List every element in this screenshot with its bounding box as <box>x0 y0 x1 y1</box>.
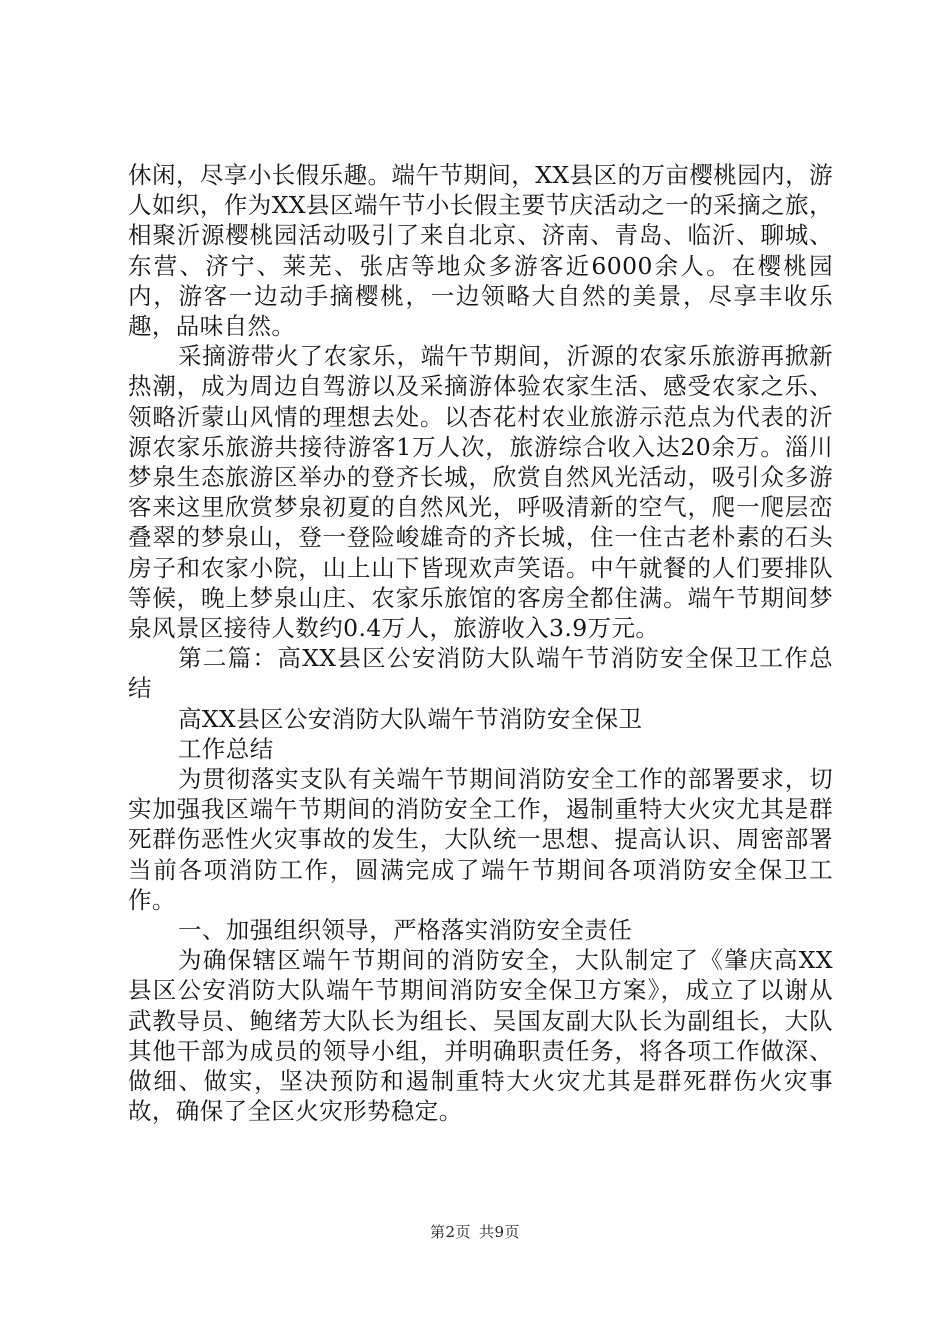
page-footer <box>0 1222 950 1242</box>
subheading-organization-leadership: 一、加强组织领导，严格落实消防安全责任 <box>178 916 633 945</box>
paragraph-farmhouse-tourism: 采摘游带火了农家乐，端午节期间，沂源的农家乐旅游再掀新热潮，成为周边自驾游以及采摘游体验农家生活、感受农家之乐、领略沂蒙山风情的理想去处。以杏花村农业旅游示范点为代表的沂源农家乐旅游共接待游客1万人次，旅游综合收入达20余万。淄川梦泉生态旅游区举办的登齐长城，欣赏自然风光活动，吸引众多游客来这里欣赏梦泉初夏的自然风光，呼吸清新的空气，爬一爬层峦叠翠的梦泉山，登一登险峻雄奇的齐长城，住一住古老朴素的石头房子和农家小院，山上山下皆现欢声笑语。中午就餐的人们要排队等候，晚上梦泉山庄、农家乐旅馆的客房全都住满。端午节期间梦泉风景区接待人数约0.4万人，旅游收入3.9万元。 <box>128 342 833 643</box>
document-body <box>128 160 833 1127</box>
paragraph-security-plan: 为确保辖区端午节期间的消防安全，大队制定了《肇庆高XX县区公安消防大队端午节期间消防安全保卫方案》，成立了以谢从武教导员、鲍绪芳大队长为组长、吴国友副大队长为副组长，大队其他干部为成员的领导小组，并明确职责任务，将各项工作做深、做细、做实，坚决预防和遏制重特大火灾尤其是群死群伤火灾事故，确保了全区火灾形势稳定。 <box>128 946 833 1126</box>
report-title-line-1: 高XX县区公安消防大队端午节消防安全保卫 <box>178 704 643 733</box>
page-total: 共9页 <box>479 1223 521 1241</box>
section-heading-part-two: 第二篇：高XX县区公安消防大队端午节消防安全保卫工作总结 <box>128 644 833 703</box>
report-title-line-2: 工作总结 <box>178 734 274 763</box>
page-number: 第2页 <box>429 1223 471 1241</box>
paragraph-cherry-orchard: 休闲，尽享小长假乐趣。端午节期间，XX县区的万亩樱桃园内，游人如织，作为XX县区端午节小长假主要节庆活动之一的采摘之旅，相聚沂源樱桃园活动吸引了来自北京、济南、青岛、临沂、聊城、东营、济宁、莱芜、张店等地众多游客近6000余人。在樱桃园内，游客一边动手摘樱桃，一边领略大自然的美景，尽享丰收乐趣，品味自然。 <box>128 161 833 341</box>
paragraph-introduction: 为贯彻落实支队有关端午节期间消防安全工作的部署要求，切实加强我区端午节期间的消防安全工作，遏制重特大火灾尤其是群死群伤恶性火灾事故的发生，大队统一思想、提高认识、周密部署当前各项消防工作，圆满完成了端午节期间各项消防安全保卫工作。 <box>128 765 833 914</box>
